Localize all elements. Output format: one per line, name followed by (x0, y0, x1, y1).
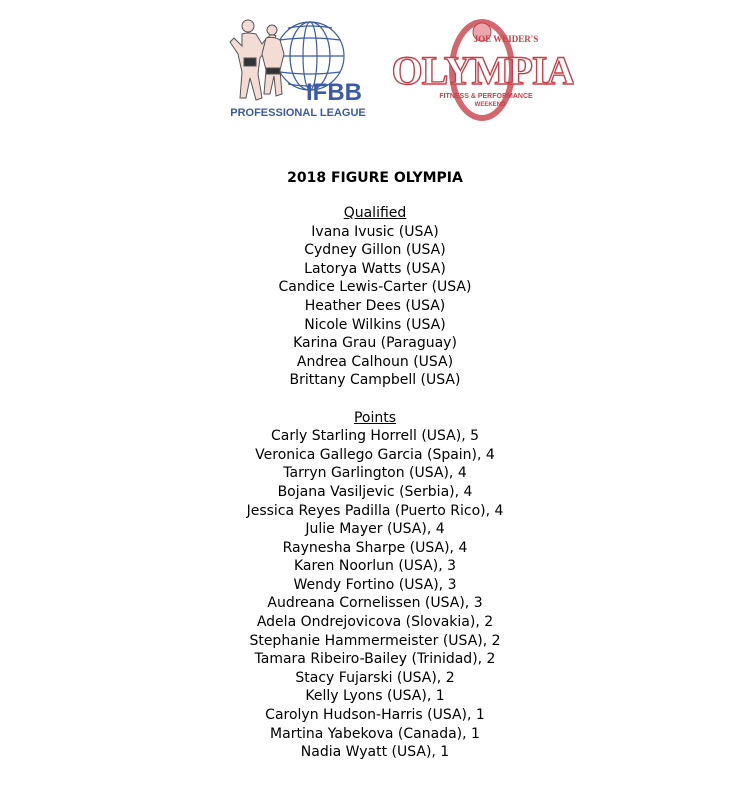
olympia-top-text: JOE WEIDER'S (473, 34, 539, 44)
olympia-logo (392, 18, 574, 122)
ifbb-subtitle: PROFESSIONAL LEAGUE (230, 107, 366, 119)
qualified-heading: Qualified (343, 205, 407, 221)
list-item: Raynesha Sharpe (USA), 4 (282, 539, 468, 556)
list-item: Carly Starling Horrell (USA), 5 (270, 428, 480, 445)
list-item: Latorya Watts (USA) (304, 260, 446, 277)
list-item: Nadia Wyatt (USA), 1 (300, 744, 450, 761)
points-heading: Points (353, 409, 397, 426)
list-item: Adela Ondrejovicova (Slovakia), 2 (256, 614, 494, 631)
list-item: Heather Dees (USA) (304, 297, 446, 314)
list-item: Bojana Vasiljevic (Serbia), 4 (277, 483, 473, 500)
list-item: Karina Grau (Paraguay) (293, 335, 457, 352)
list-item: Ivana Ivusic (USA) (311, 223, 439, 240)
list-item: Stephanie Hammermeister (USA), 2 (249, 632, 501, 649)
list-item: Kelly Lyons (USA), 1 (305, 688, 445, 705)
list-item: Julie Mayer (USA), 4 (305, 521, 445, 538)
ifbb-wordmark: IFBB (306, 79, 362, 106)
list-item: Candice Lewis-Carter (USA) (278, 279, 472, 296)
list-item: Nicole Wilkins (USA) (304, 316, 446, 333)
list-item: Audreana Cornelissen (USA), 3 (267, 595, 483, 612)
list-item: Carolyn Hudson-Harris (USA), 1 (265, 707, 485, 724)
list-item: Cydney Gillon (USA) (304, 242, 446, 259)
olympia-subtitle-2: WEEKEND (474, 102, 506, 108)
list-item: Tarryn Garlington (USA), 4 (283, 465, 467, 482)
ifbb-logo (222, 14, 372, 124)
list-item: Brittany Campbell (USA) (289, 372, 461, 389)
page-title: 2018 FIGURE OLYMPIA (287, 170, 463, 186)
header-logos (0, 0, 750, 130)
list-item: Jessica Reyes Padilla (Puerto Rico), 4 (246, 502, 504, 519)
points-list (0, 427, 750, 762)
list-item: Tamara Ribeiro-Bailey (Trinidad), 2 (254, 651, 496, 668)
qualified-list (0, 223, 750, 390)
list-item: Veronica Gallego Garcia (Spain), 4 (255, 446, 495, 463)
list-item: Karen Noorlun (USA), 3 (293, 558, 457, 575)
list-item: Wendy Fortino (USA), 3 (293, 576, 457, 593)
section-spacer (0, 390, 750, 409)
olympia-subtitle: FITNESS & PERFORMANCE (439, 93, 533, 100)
list-item: Martina Yabekova (Canada), 1 (270, 725, 480, 742)
olympia-wordmark: OLYMPIA (392, 48, 574, 93)
bodybuilder-figures-icon (230, 20, 284, 100)
list-item: Stacy Fujarski (USA), 2 (295, 669, 455, 686)
list-item: Andrea Calhoun (USA) (296, 353, 454, 370)
document-body (0, 168, 750, 762)
